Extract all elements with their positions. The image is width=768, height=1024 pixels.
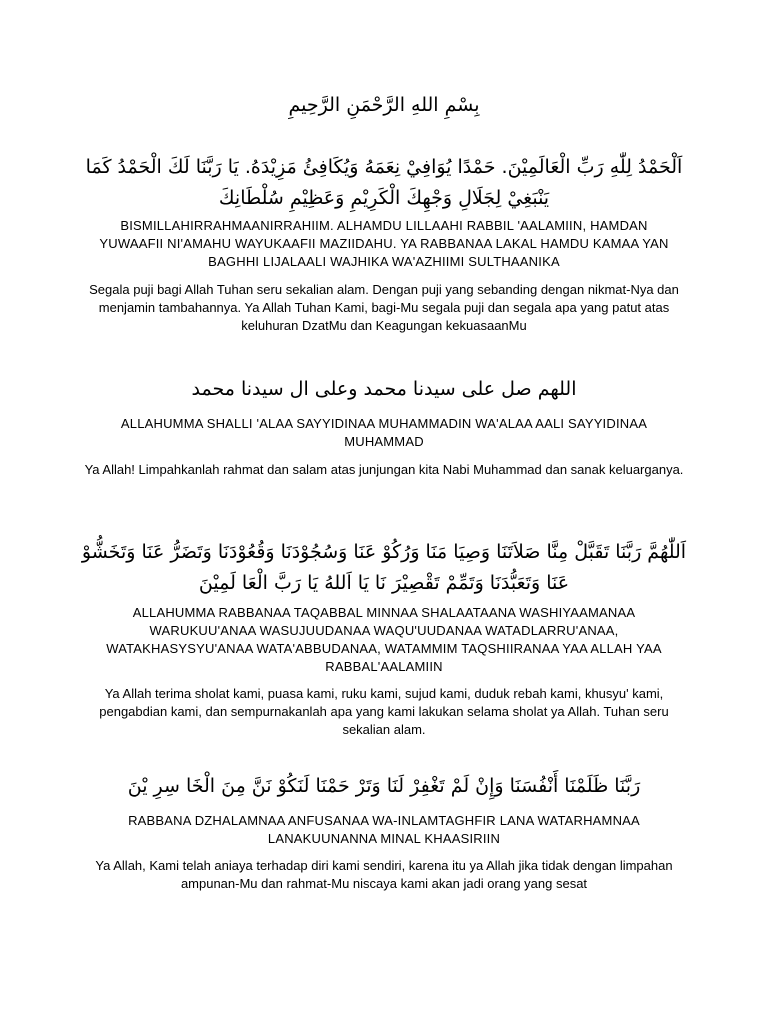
section-1-transliteration: BISMILLAHIRRAHMAANIRRAHIIM. ALHAMDU LILLAAHI RABBIL 'AALAMIIN, HAMDAN YUWAAFII NI'AMAHU WAYUKAAFII MAZIIDAHU. YA RABBANAA LAKAL HAMDU KAMAA YAN BAGHHI LIJALAALI WAJHIKA WA'AZHIIMI SULTHAANIKA: [99, 218, 669, 269]
section-4-arabic: رَبَّنَا ظَلَمْنَا أَنْفُسَنَا وَإِنْ لَمْ تَغْفِرْ لَنَا وَتَرْ حَمْنَا لَنَكُوْ نَنَّ مِنَ الْخَا سِرِ يْنَ: [127, 775, 641, 797]
section-2-meaning: Ya Allah! Limpahkanlah rahmat dan salam atas junjungan kita Nabi Muhammad dan sanak keluarganya.: [84, 462, 684, 477]
section-2-transliteration: ALLAHUMMA SHALLI 'ALAA SAYYIDINAA MUHAMMADIN WA'ALAA AALI SAYYIDINAA MUHAMMAD: [120, 416, 648, 449]
basmala-arabic: بِسْمِ اللهِ الرَّحْمَنِ الرَّحِيمِ: [288, 94, 480, 116]
section-3-arabic: اَللّٰهُمَّ رَبَّنَا تَقَبَّلْ مِنَّا صَلاَتَنَا وَصِيَا مَنَا وَرُكُوْ عَنَا وَسُجُوْدَنَا وَقُعُوْدَنَا وَتَضَرُّ عَنَا وَتَخَشُّوْ عَنَا وَتَعَبُّدَنَا وَتَمِّمْ تَقْصِيْرَ نَا يَا اَللهُ يَا رَبَّ الْعَا لَمِيْنَ: [81, 541, 687, 594]
section-2-arabic: اللهم صل على سيدنا محمد وعلى ال سيدنا محمد: [191, 378, 577, 400]
section-3-transliteration: ALLAHUMMA RABBANAA TAQABBAL MINNAA SHALAATAANA WASHIYAAMANAA WARUKUU'ANAA WASUJUUDANAA WAQU'UUDANAA WATADLARRU'ANAA, WATAKHASYSYU'ANAA WATA'ABBUDANAA, WATAMMIM TAQSHIIRANAA YAA ALLAH YAA RABBAL'AALAMIIN: [106, 605, 662, 674]
section-3-meaning: Ya Allah terima sholat kami, puasa kami, ruku kami, sujud kami, duduk rebah kami, khusyu' kami, pengabdian kami, dan sempurnakanlah apa yang kami lakukan selama sholat ya Allah. Tuhan seru sekalian alam.: [99, 686, 669, 737]
section-1-meaning: Segala puji bagi Allah Tuhan seru sekalian alam. Dengan puji yang sebanding dengan nikmat-Nya dan menjamin tambahannya. Ya Allah Tuhan Kami, bagi-Mu segala puji dan segala apa yang patut atas keluhuran DzatMu dan Keagungan kekuasaanMu: [89, 282, 679, 333]
section-4-meaning: Ya Allah, Kami telah aniaya terhadap diri kami sendiri, karena itu ya Allah jika tidak dengan limpahan ampunan-Mu dan rahmat-Mu niscaya kami akan jadi orang yang sesat: [95, 858, 673, 891]
section-4-transliteration: RABBANA DZHALAMNAA ANFUSANAA WA-INLAMTAGHFIR LANA WATARHAMNAA LANAKUUNANNA MINAL KHAASIRIIN: [128, 813, 640, 846]
section-1-arabic: اَلْحَمْدُ لِلّٰهِ رَبِّ الْعَالَمِيْنَ. حَمْدًا يُوَافِيْ نِعَمَهُ وَيُكَافِئُ مَزِيْدَهُ. يَا رَبَّنَا لَكَ الْحَمْدُ كَمَا يَنْبَغِيْ لِجَلَالِ وَجْهِكَ الْكَرِيْمِ وَعَظِيْمِ سُلْطَانِكَ: [85, 156, 683, 209]
